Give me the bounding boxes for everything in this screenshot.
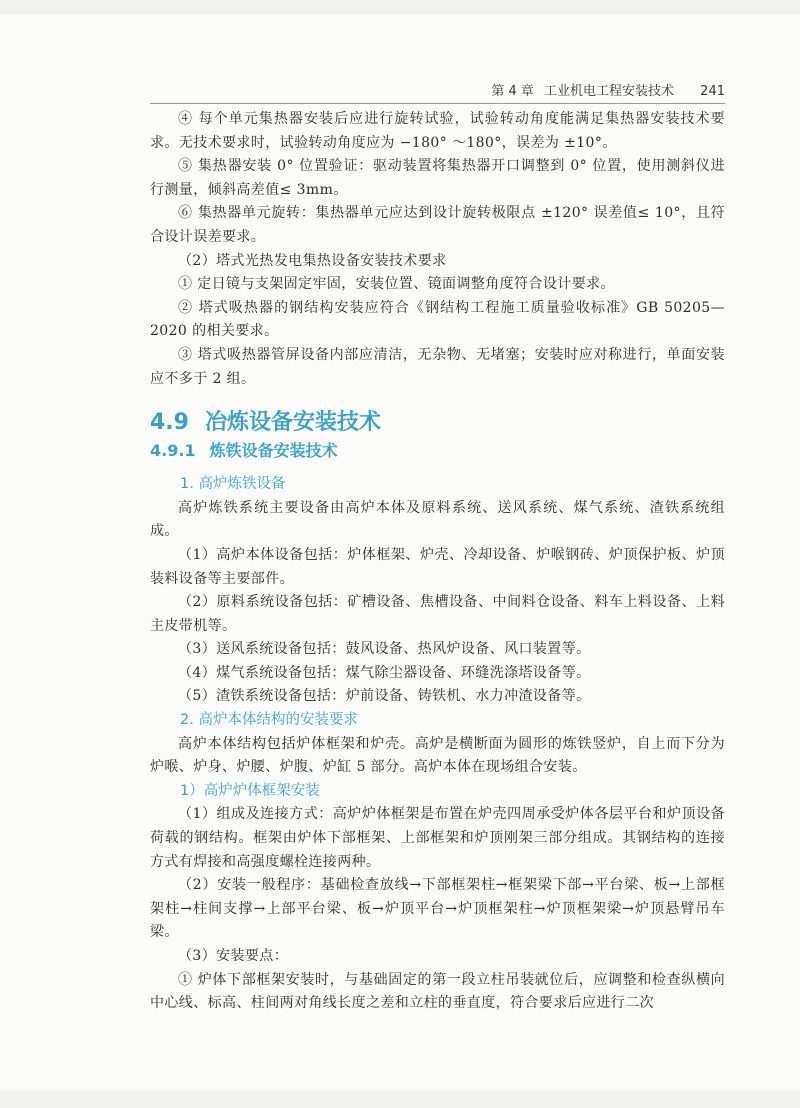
heading-furnace-structure: 2. 高炉本体结构的安装要求 — [180, 712, 358, 729]
paragraph: （5）渣铁系统设备包括：炉前设备、铸铁机、水力冲渣设备等。 — [178, 688, 591, 705]
paragraph: （1）高炉本体设备包括：炉体框架、炉壳、冷却设备、炉喉钢砖、炉顶保护板、炉顶装料设备等主要部件。 — [150, 546, 725, 587]
scan-edge-top — [0, 0, 800, 14]
subsection-heading — [150, 439, 725, 463]
scan-edge-bottom — [0, 1090, 800, 1108]
paragraph: ④ 每个单元集热器安装后应进行旋转试验，试验转动角度能满足集热器安装技术要求。无技术要求时，试验转动角度应为 −180° ～180°，误差为 ±10°。 — [150, 111, 725, 151]
paragraph: （3）安装要点： — [178, 948, 289, 964]
paragraph: （3）送风系统设备包括：鼓风设备、热风炉设备、风口装置等。 — [178, 641, 591, 658]
running-header — [150, 80, 725, 104]
subsection-number: 4.9.1 — [150, 441, 196, 461]
paragraph: （2）原料系统设备包括：矿槽设备、焦槽设备、中间料仓设备、料车上料设备、上料主皮带机等。 — [150, 594, 725, 634]
section-title: 冶炼设备安装技术 — [204, 410, 381, 436]
paragraph: ① 炉体下部框架安装时，与基础固定的第一段立柱吊装就位后，应调整和检查纵横向中心线、标高、柱间两对角线长度之差和立柱的垂直度，符合要求后应进行二次 — [150, 971, 725, 1012]
section-number: 4.9 — [150, 410, 189, 436]
heading-furnace-frame: 1）高炉炉体框架安装 — [180, 782, 320, 799]
subsection-title: 炼铁设备安装技术 — [209, 441, 338, 461]
paragraph: 高炉本体结构包括炉体框架和炉壳。高炉是横断面为圆形的炼铁竖炉，自上而下分为炉喉、炉身、炉腰、炉腹、炉缸 5 部分。高炉本体在现场组合安装。 — [150, 735, 725, 776]
chapter-title: 工业机电工程安装技术 — [544, 84, 675, 99]
paragraph: （1）组成及连接方式：高炉炉体框架是布置在炉壳四周承受炉体各层平台和炉顶设备荷载的钢结构。框架由炉体下部框架、上部框架和炉顶刚架三部分组成。其钢结构的连接方式有焊接和高强度螺栓连接两种。 — [150, 806, 725, 870]
heading-blast-furnace-equipment: 1. 高炉炼铁设备 — [180, 476, 286, 493]
paragraph: ⑥ 集热器单元旋转：集热器单元应达到设计旋转极限点 ±120° 误差值≤ 10°，且符合设计误差要求。 — [150, 205, 725, 245]
paragraph: ⑤ 集热器安装 0° 位置验证：驱动装置将集热器开口调整到 0° 位置，使用测斜仪进行测量，倾斜高差值≤ 3mm。 — [150, 158, 725, 198]
paragraph: （2）塔式光热发电集热设备安装技术要求 — [178, 252, 447, 269]
paragraph: （4）煤气系统设备包括：煤气除尘器设备、环缝洗涤塔设备等。 — [178, 664, 591, 681]
paragraph: ② 塔式吸热器的钢结构安装应符合《钢结构工程施工质量验收标准》GB 50205—2020 的相关要求。 — [150, 299, 725, 340]
paragraph: ① 定日镜与支架固定牢固，安装位置、镜面调整角度符合设计要求。 — [178, 276, 615, 293]
paragraph: （2）安装一般程序：基础检查放线→下部框架柱→框架梁下部→平台梁、板→上部框架柱→柱间支撑→上部平台梁、板→炉顶平台→炉顶框架柱→炉顶框架梁→炉顶悬臂吊车梁。 — [150, 877, 725, 941]
section-heading — [150, 409, 725, 437]
chapter-label: 第 4 章 — [491, 84, 534, 99]
page-body — [150, 108, 725, 1016]
paragraph: ③ 塔式吸热器管屏设备内部应清洁，无杂物、无堵塞；安装时应对称进行，单面安装应不多于 2 组。 — [150, 346, 725, 387]
page-number: 241 — [700, 84, 725, 99]
paragraph: 高炉炼铁系统主要设备由高炉本体及原料系统、送风系统、煤气系统、渣铁系统组成。 — [150, 499, 725, 540]
